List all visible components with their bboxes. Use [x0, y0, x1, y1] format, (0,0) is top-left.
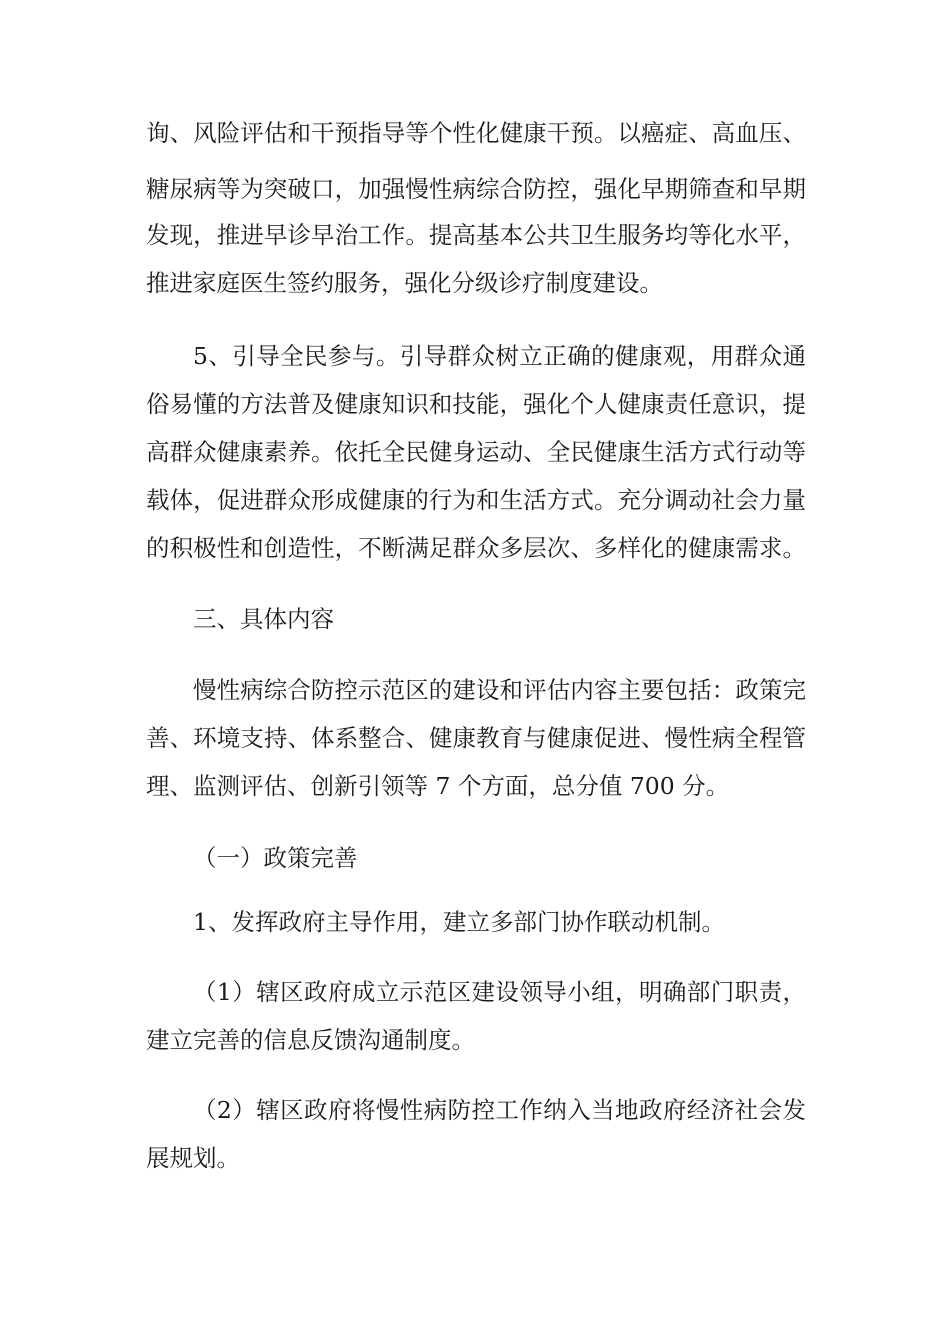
paragraph-line: 展规划。 [146, 1144, 240, 1172]
paragraph-line: （2）辖区政府将慢性病防控工作纳入当地政府经济社会发 [193, 1096, 806, 1124]
paragraph-line: 的积极性和创造性，不断满足群众多层次、多样化的健康需求。 [146, 534, 806, 562]
subsection-heading: （一）政策完善 [193, 844, 358, 872]
paragraph-line: 载体，促进群众形成健康的行为和生活方式。充分调动社会力量 [146, 486, 806, 514]
paragraph-line: 5、引导全民参与。引导群众树立正确的健康观，用群众通 [193, 342, 806, 370]
paragraph-line: 理、监测评估、创新引领等 7 个方面，总分值 700 分。 [146, 772, 730, 800]
paragraph-line: 询、风险评估和干预指导等个性化健康干预。以癌症、高血压、 [146, 119, 806, 147]
paragraph-line: 建立完善的信息反馈沟通制度。 [146, 1026, 475, 1054]
paragraph-line: 慢性病综合防控示范区的建设和评估内容主要包括：政策完 [193, 676, 806, 704]
paragraph-line: 俗易懂的方法普及健康知识和技能，强化个人健康责任意识，提 [146, 390, 806, 418]
paragraph-line: 高群众健康素养。依托全民健身运动、全民健康生活方式行动等 [146, 438, 806, 466]
paragraph-line: 发现，推进早诊早治工作。提高基本公共卫生服务均等化水平， [146, 221, 806, 249]
paragraph-line: 推进家庭医生签约服务，强化分级诊疗制度建设。 [146, 269, 663, 297]
paragraph-line: （1）辖区政府成立示范区建设领导小组，明确部门职责， [193, 978, 806, 1006]
paragraph-line: 糖尿病等为突破口，加强慢性病综合防控，强化早期筛查和早期 [146, 175, 806, 203]
list-item: 1、发挥政府主导作用，建立多部门协作联动机制。 [193, 908, 725, 936]
paragraph-line: 善、环境支持、体系整合、健康教育与健康促进、慢性病全程管 [146, 724, 806, 752]
section-heading: 三、具体内容 [193, 605, 334, 633]
